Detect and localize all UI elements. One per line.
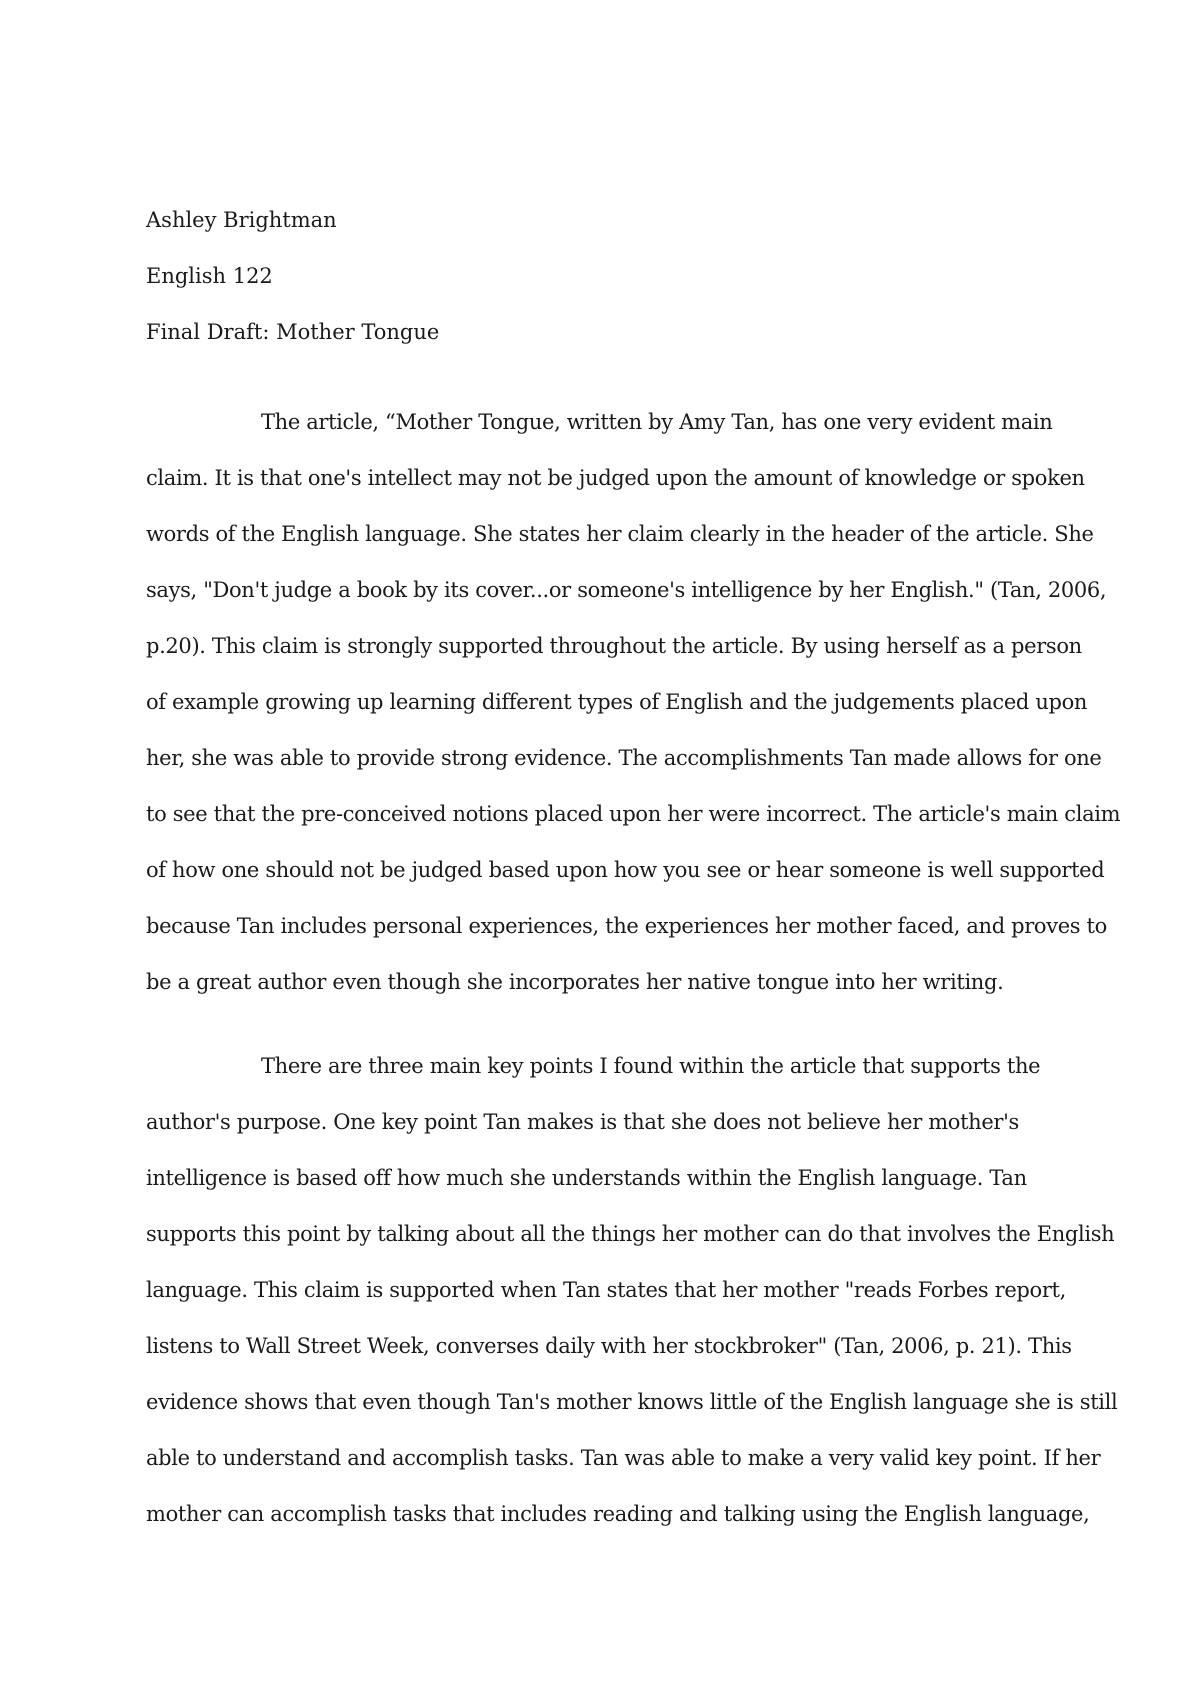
paragraph-line: evidence shows that even though Tan's mother knows little of the English language she is still xyxy=(146,1390,1118,1414)
paragraph-line: says, "Don't judge a book by its cover...or someone's intelligence by her English." (Tan, 2006, xyxy=(146,578,1107,602)
paragraph-line: listens to Wall Street Week, converses daily with her stockbroker" (Tan, 2006, p. 21). This xyxy=(146,1334,1072,1358)
paragraph-line: of example growing up learning different types of English and the judgements placed upon xyxy=(146,690,1088,714)
document-content xyxy=(146,192,1121,1542)
paragraph-2 xyxy=(146,1038,1118,1542)
paragraph-line: able to understand and accomplish tasks. Tan was able to make a very valid key point. If her xyxy=(146,1446,1101,1470)
paragraph-line: be a great author even though she incorporates her native tongue into her writing. xyxy=(146,970,1004,994)
paragraph-line: her, she was able to provide strong evidence. The accomplishments Tan made allows for one xyxy=(146,746,1102,770)
essay-title: Final Draft: Mother Tongue xyxy=(146,320,440,344)
paragraph-line: p.20). This claim is strongly supported throughout the article. By using herself as a person xyxy=(146,634,1082,658)
course-name: English 122 xyxy=(146,264,273,288)
paragraph-line: because Tan includes personal experiences, the experiences her mother faced, and proves to xyxy=(146,914,1107,938)
paragraph-line: author's purpose. One key point Tan makes is that she does not believe her mother's xyxy=(146,1110,1019,1134)
paragraph-line: of how one should not be judged based upon how you see or hear someone is well supported xyxy=(146,858,1105,882)
author-name: Ashley Brightman xyxy=(146,208,337,232)
paragraph-line: words of the English language. She states her claim clearly in the header of the article. She xyxy=(146,522,1094,546)
paragraph-line: intelligence is based off how much she understands within the English language. Tan xyxy=(146,1166,1027,1190)
header-gap xyxy=(146,360,1066,394)
paragraph-line: supports this point by talking about all the things her mother can do that involves the English xyxy=(146,1222,1115,1246)
paragraph-line: language. This claim is supported when Tan states that her mother "reads Forbes report, xyxy=(146,1278,1066,1302)
paragraph-line: mother can accomplish tasks that includes reading and talking using the English language, xyxy=(146,1502,1090,1526)
paragraph-line: to see that the pre-conceived notions placed upon her were incorrect. The article's main claim xyxy=(146,802,1121,826)
paragraph-1 xyxy=(146,394,1121,1010)
paragraph-line: The article, “Mother Tongue, written by Amy Tan, has one very evident main xyxy=(261,410,1053,434)
paragraph-line: claim. It is that one's intellect may not be judged upon the amount of knowledge or spoken xyxy=(146,466,1085,490)
paragraph-gap xyxy=(146,1010,1066,1038)
paragraph-line: There are three main key points I found within the article that supports the xyxy=(261,1054,1041,1078)
